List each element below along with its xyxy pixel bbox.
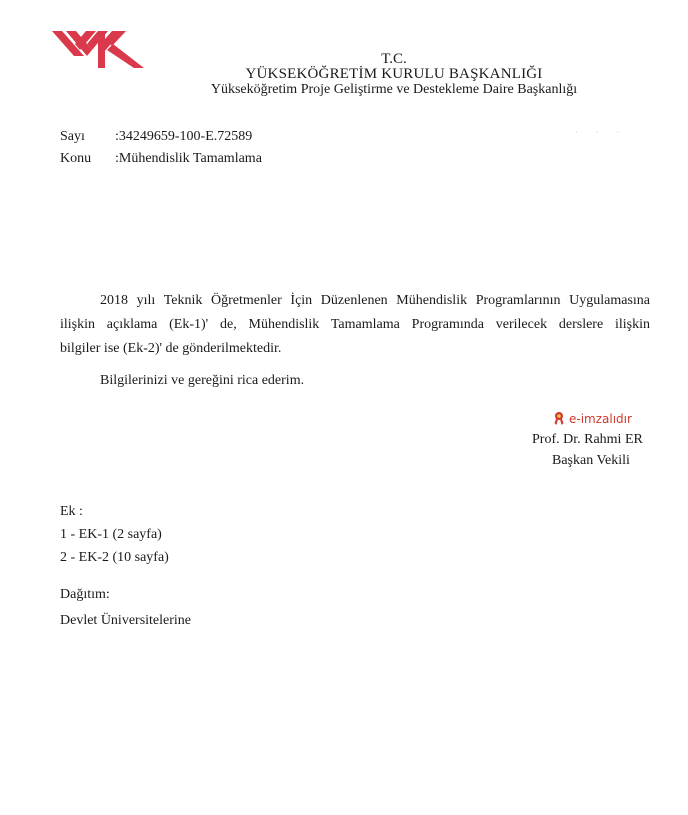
konu-label: Konu [60,151,92,166]
yok-logo [52,26,152,72]
closing-sentence: Bilgilerinizi ve gereğini rica ederim. [100,373,305,388]
attachments-label: Ek : [60,504,83,519]
esign-label: e-imzalıdır [569,411,632,426]
body-line-2: ilişkin açıklama (Ek-1)' de, Mühendislik Tamamlama Programında verilecek derslere ilişkin [60,317,650,332]
sayi-value: :34249659-100-E.72589 [115,129,253,144]
signer-title: Başkan Vekili [552,453,630,468]
attachment-item-1: 1 - EK-1 (2 sayfa) [60,527,162,542]
esign-badge [553,411,632,426]
body-line-3: bilgiler ise (Ek-2)' de gönderilmektedir. [60,341,282,356]
signer-name: Prof. Dr. Rahmi ER [532,432,643,447]
ribbon-icon [553,411,565,426]
distribution-label: Dağıtım: [60,587,110,602]
sayi-label: Sayı [60,129,85,144]
body-paragraph [60,289,650,361]
distribution-recipient: Devlet Üniversitelerine [60,613,192,628]
body-line-1: 2018 yılı Teknik Öğretmenler İçin Düzenlenen Mühendislik Programlarının Uygulamasına [100,293,650,308]
attachment-item-2: 2 - EK-2 (10 sayfa) [60,550,169,565]
faint-marks: · · · [575,128,627,137]
konu-value: :Mühendislik Tamamlama [115,151,262,166]
org-line-council: YÜKSEKÖĞRETİM KURULU BAŞKANLIĞI [245,66,543,82]
org-line-tc: T.C. [381,51,407,67]
org-line-department: Yükseköğretim Proje Geliştirme ve Destekleme Daire Başkanlığı [210,82,578,97]
